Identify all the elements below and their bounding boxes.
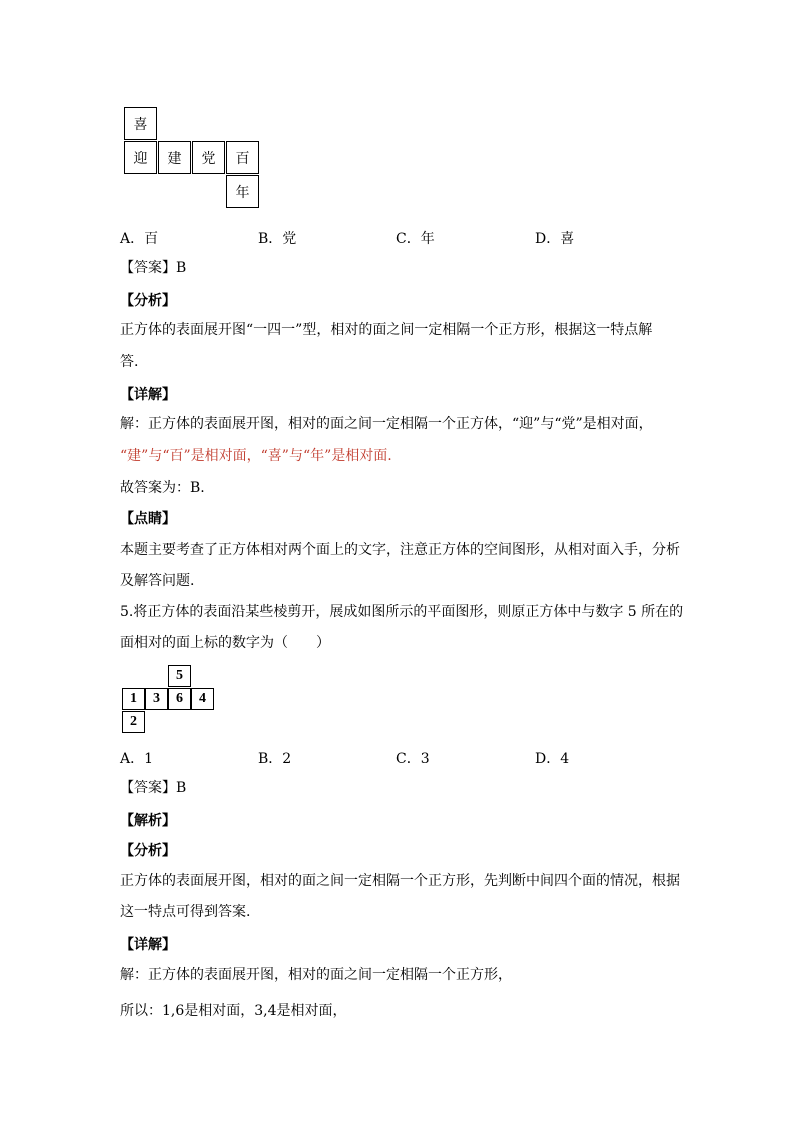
q5-detail-label: 【详解】 [120,937,176,953]
net2-cell-bottom: 2 [122,711,145,733]
q4-analysis-text-1: 正方体的表面展开图“一四一”型，相对的面之间一定相隔一个正方形，根据这一特点解 [120,322,653,338]
q4-detail-text-3: 故答案为：B. [120,480,205,496]
q4-analysis-text-2: 答. [120,354,139,370]
q4-comment-label: 【点睛】 [120,511,176,527]
q4-option-c: C．年 [396,231,435,247]
net1-cell-top: 喜 [124,107,157,140]
q5-detail-text-2: 所以：1,6是相对面，3,4是相对面， [120,1003,347,1019]
q5-option-d: D．4 [535,751,570,767]
q5-option-c: C．3 [396,751,430,767]
q4-option-d: D．喜 [535,231,575,247]
q5-option-a: A．1 [120,751,154,767]
q5-answer: 【答案】B [120,780,187,796]
q4-detail-text-2: “建”与“百”是相对面，“喜”与“年”是相对面. [120,448,392,464]
net1-cell-4: 百 [226,141,259,174]
q4-comment-text-1: 本题主要考查了正方体相对两个面上的文字，注意正方体的空间图形，从相对面入手，分析 [120,542,680,558]
q4-option-b: B．党 [258,231,297,247]
q5-analysis-text-2: 这一特点可得到答案. [120,904,251,920]
net1-cell-2: 建 [158,141,191,174]
q4-option-a: A．百 [120,231,159,247]
q4-answer: 【答案】B [120,260,187,276]
q4-comment-text-2: 及解答问题. [120,573,195,589]
q5-question-2: 面相对的面上标的数字为（ ） [120,635,330,651]
net2-cell-4: 4 [191,688,214,710]
net2-cell-1: 1 [122,688,145,710]
net1-cell-bottom: 年 [226,175,259,208]
net2-cell-3: 6 [168,688,191,710]
q5-question-1: 5.将正方体的表面沿某些棱剪开，展成如图所示的平面图形，则原正方体中与数字 5 所在的 [120,604,684,620]
q5-option-b: B．2 [258,751,292,767]
net1-cell-3: 党 [192,141,225,174]
q5-analysis-label: 【分析】 [120,843,176,859]
net2-cell-top: 5 [168,665,191,687]
q5-solution-label: 【解析】 [120,813,176,829]
q4-detail-text-1: 解：正方体的表面展开图，相对的面之间一定相隔一个正方体，“迎”与“党”是相对面， [120,416,653,432]
q5-detail-text-1: 解：正方体的表面展开图，相对的面之间一定相隔一个正方形， [120,967,512,983]
net1-cell-1: 迎 [124,141,157,174]
net2-cell-2: 3 [145,688,168,710]
q4-analysis-label: 【分析】 [120,293,176,309]
q5-analysis-text-1: 正方体的表面展开图，相对的面之间一定相隔一个正方形，先判断中间四个面的情况，根据 [120,873,680,889]
q4-detail-label: 【详解】 [120,387,176,403]
